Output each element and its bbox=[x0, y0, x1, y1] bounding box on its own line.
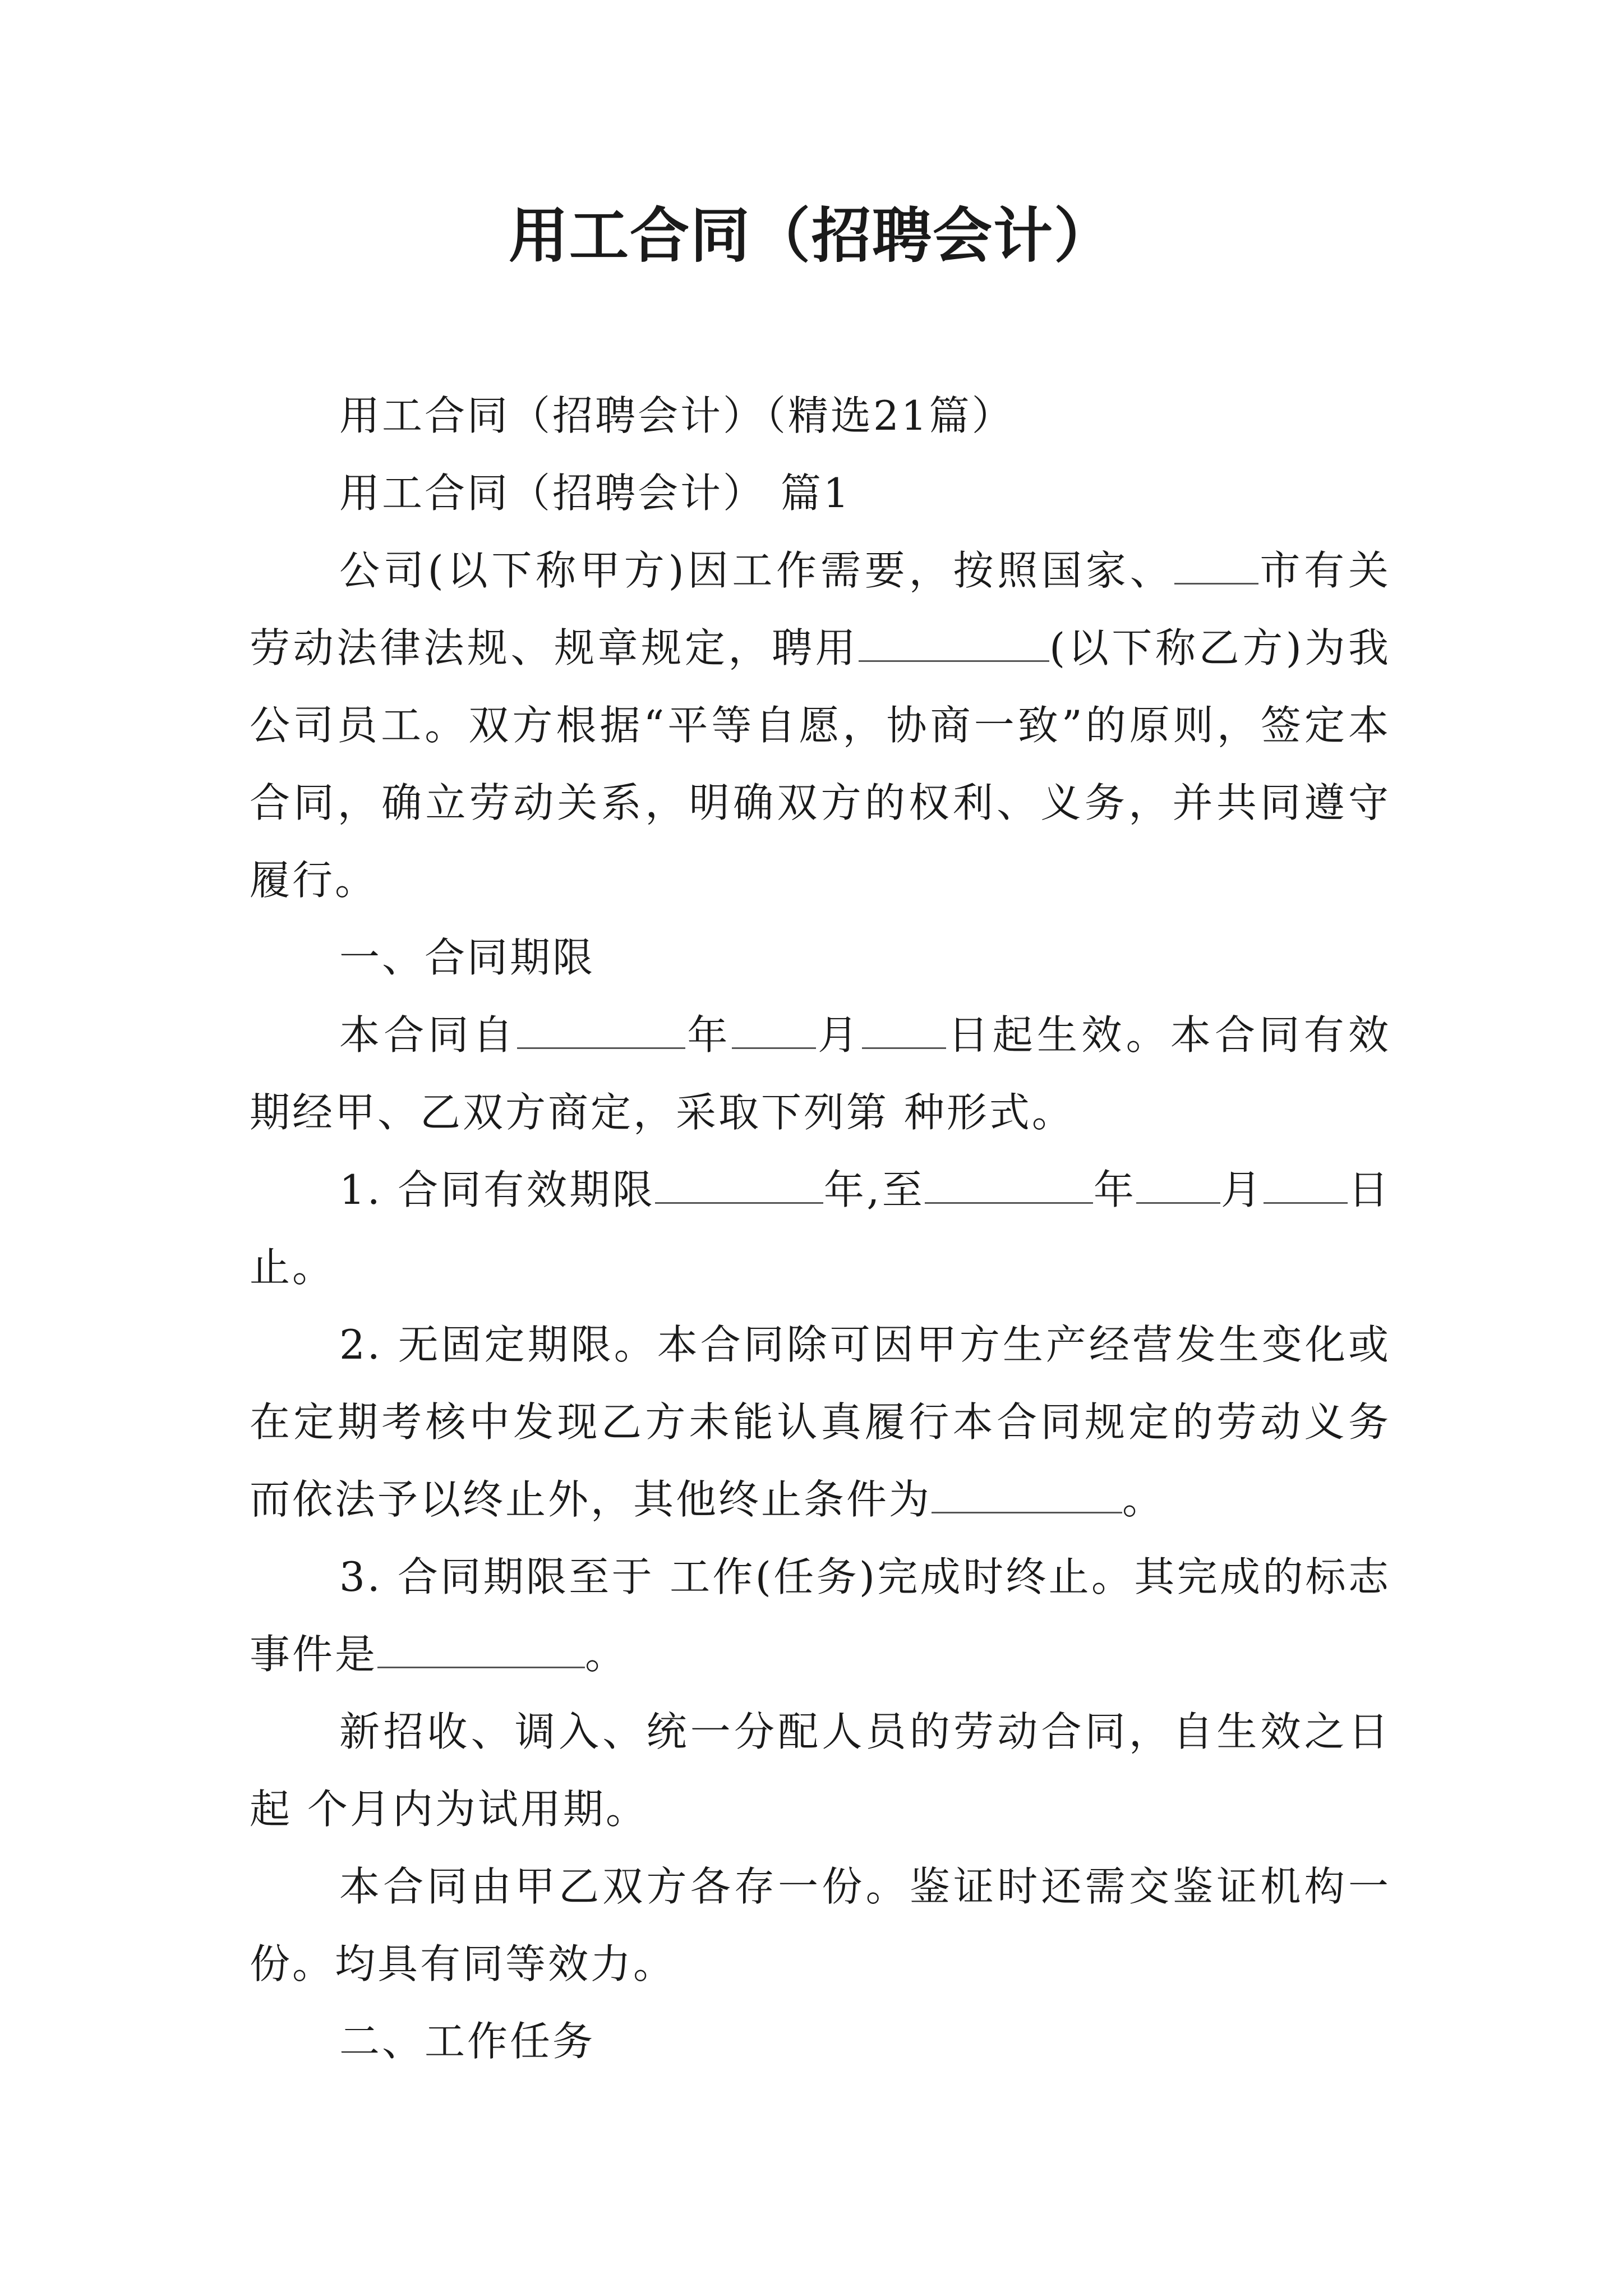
paragraph-item-1 bbox=[250, 1151, 1391, 1306]
fill-in-blank-end-month bbox=[1136, 1166, 1220, 1204]
text-run: 。 bbox=[1122, 1476, 1165, 1523]
text-run: 月 bbox=[815, 1011, 863, 1059]
document-body bbox=[250, 377, 1391, 2080]
text-run: 2. 无固定期限。本合同除可因甲方生产经营发生变化或在定期考核中发现乙方未能认真履行本合同规定的劳动义务而依法予以终止外，其他终止条件为 bbox=[250, 1321, 1391, 1523]
paragraph-preamble bbox=[250, 532, 1391, 919]
fill-in-blank-year bbox=[517, 1011, 685, 1049]
fill-in-blank-month bbox=[732, 1011, 816, 1049]
fill-in-blank-end-day bbox=[1264, 1166, 1348, 1204]
text-run: 本合同自 bbox=[339, 1011, 518, 1059]
fill-in-blank-employee-name bbox=[859, 624, 1049, 662]
paragraph-copies: 本合同由甲乙双方各存一份。鉴证时还需交鉴证机构一份。均具有同等效力。 bbox=[250, 1863, 1391, 1987]
paragraph-effective-date bbox=[250, 996, 1391, 1151]
text-run: 年 bbox=[1093, 1166, 1137, 1213]
text-run: 日起生效。本合同有效期经甲、乙双方商定，采取下列第 种形式。 bbox=[250, 1011, 1391, 1136]
fill-in-blank-day bbox=[862, 1011, 946, 1049]
text-run: 3. 合同期限至于 工作(任务)完成时终止。其完成的标志事件是 bbox=[250, 1553, 1391, 1678]
fill-in-blank-city bbox=[1174, 547, 1258, 585]
fill-in-blank-termination-condition bbox=[932, 1476, 1122, 1513]
text-run: 1. 合同有效期限 bbox=[339, 1166, 656, 1213]
document-title: 用工合同（招聘会计） bbox=[509, 200, 1114, 270]
fill-in-blank-end-year bbox=[925, 1166, 1093, 1204]
text-run: 市有关劳动法律法规、规章规定，聘用 bbox=[250, 547, 1391, 671]
paragraph-subtitle: 用工合同（招聘会计）（精选21篇） bbox=[339, 392, 1015, 439]
text-run: 。 bbox=[585, 1631, 628, 1678]
paragraph-heading-work-tasks: 二、工作任务 bbox=[339, 2018, 596, 2065]
paragraph-item-2 bbox=[250, 1306, 1391, 1538]
paragraph-heading-contract-term: 一、合同期限 bbox=[339, 934, 596, 981]
paragraph-probation: 新招收、调入、统一分配人员的劳动合同，自生效之日起 个月内为试用期。 bbox=[250, 1708, 1391, 1833]
paragraph-item-3 bbox=[250, 1538, 1391, 1693]
paragraph-section-heading: 用工合同（招聘会计） 篇1 bbox=[339, 470, 851, 517]
text-run: 月 bbox=[1220, 1166, 1264, 1213]
fill-in-blank-years bbox=[655, 1166, 823, 1204]
text-run: 日止。 bbox=[250, 1166, 1391, 1291]
text-run: 年,至 bbox=[823, 1166, 925, 1213]
text-run: 公司(以下称甲方)因工作需要，按照国家、 bbox=[339, 547, 1174, 594]
text-run: 年 bbox=[685, 1011, 732, 1059]
text-run: (以下称乙方)为我公司员工。双方根据“平等自愿，协商一致”的原则，签定本合同，确立劳动关系，明确双方的权利、义务，并共同遵守履行。 bbox=[250, 624, 1391, 904]
fill-in-blank-completion-event bbox=[377, 1631, 585, 1668]
